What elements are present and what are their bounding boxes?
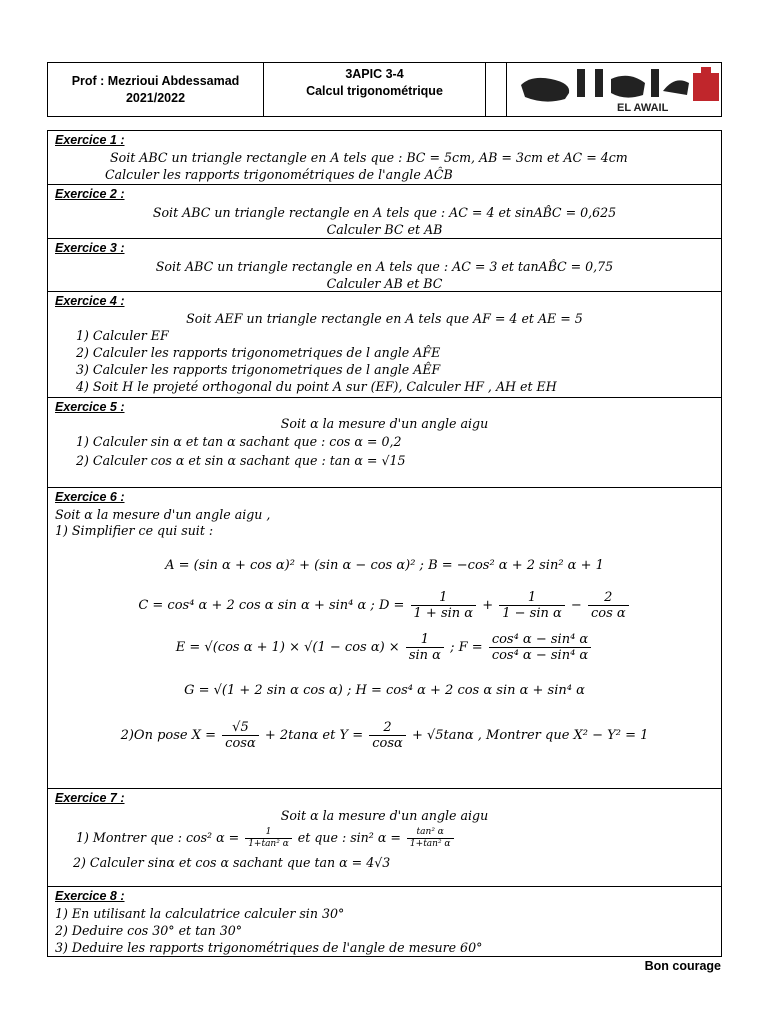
denominator: 1+tan² α [248,839,289,849]
numerator: 2 [369,720,406,736]
exercise-question-2: 2) Calculer sinα et cos α sachant que tan α = 4√3 [73,855,391,870]
expression-G-H: G = √(1 + 2 sin α cos α) ; H = cos⁴ α + 2 cos α sin α + sin⁴ α [184,683,585,698]
exercise-statement: Soit α la mesure d'un angle aigu , [55,507,271,522]
exercise-statement: Soit ABC un triangle rectangle en A tels que : AC = 3 et tanAB̂C = 0,75 [155,259,614,274]
numerator: 1 [406,632,444,648]
exercise-question-1: 1) En utilisant la calculatrice calculer sin 30° [55,906,345,921]
denominator: cos⁴ α − sin⁴ α [491,648,589,663]
numerator: cos⁴ α − sin⁴ α [489,632,591,648]
closing-note: Bon courage [644,959,721,973]
exercise-title: Exercice 6 : [55,490,125,504]
show-cos: 1) Montrer que : cos² α = [76,830,240,845]
expression-X-Y [48,720,721,751]
exercise-6 [48,488,721,789]
exercise-question-2: 2) Calculer les rapports trigonometriques de l angle AF̂E [76,345,441,360]
subject-cell [264,63,486,116]
logo-cell [506,63,721,116]
exercise-title: Exercice 1 : [55,133,125,147]
exercise-question-2: 2) Calculer cos α et sin α sachant que : tan α = √15 [76,453,406,468]
numerator: √5 [222,720,259,736]
el-awail-logo [507,63,725,116]
fraction-3 [588,590,629,621]
logo-text: EL AWAIL [617,102,669,114]
exercise-question-4: 4) Soit H le projeté orthogonal du point A sur (EF), Calculer HF , AH et EH [76,379,557,394]
numerator: 1 [411,590,477,606]
exercise-3 [48,239,721,292]
pose-Y: + 2tanα et Y = [264,728,364,743]
exercise-title: Exercice 7 : [55,791,125,805]
exercise-title: Exercice 5 : [55,400,125,414]
show-sin: et que : sin² α = [297,830,401,845]
exercise-2 [48,185,721,239]
exercise-title: Exercice 4 : [55,294,125,308]
numerator: 1 [245,827,292,839]
exercise-title: Exercice 8 : [55,889,125,903]
exercise-statement: Soit α la mesure d'un angle aigu [280,808,489,823]
expression-C-D: C = cos⁴ α + 2 cos α sin α + sin⁴ α ; D = $\frac{1}{\text{1 + sin α}}$ + $\frac{1}{\text{1 − sin α}}$ − $\frac{2}{\text{cos α}}$ [48,590,721,621]
separator-F: ; F = [450,640,483,655]
exercise-statement: Soit AEF un triangle rectangle en A tels que AF = 4 et AE = 5 [186,311,583,326]
numerator: 2 [588,590,629,606]
denominator: 1 + sin α [413,606,474,621]
exercise-statement: Soit ABC un triangle rectangle en A tels que : AC = 4 et sinAB̂C = 0,625 [152,205,617,220]
numerator: tan² α [407,827,454,839]
subject-title: Calcul trigonométrique [306,83,443,98]
teacher-name: Prof : Mezrioui Abdessamad [71,73,240,88]
denominator: sin α [408,648,441,663]
denominator: cos α [590,606,626,621]
show-identity: + √5tanα , Montrer que X² − Y² = 1 [411,728,649,743]
exercise-question-1: 1) Calculer EF [76,328,169,343]
exercises-table [47,130,722,957]
fraction-2 [499,590,565,621]
header-table [47,62,722,117]
class-code: 3APIC 3-4 [345,66,404,81]
pose-X: 2)On pose X = [120,728,217,743]
school-year: 2021/2022 [125,90,186,105]
fraction-sin [407,827,454,850]
header-gap [486,63,506,116]
denominator: 1 − sin α [502,606,562,621]
denominator: cosα [225,736,256,751]
denominator: 1+tan² α [409,839,451,849]
exercise-5 [48,398,721,488]
exercise-statement: Soit ABC un triangle rectangle en A tels que : BC = 5cm, AB = 3cm et AC = 4cm [110,150,628,165]
exercise-title: Exercice 2 : [55,187,125,201]
exercise-8 [48,887,721,958]
expression-E-F [48,632,721,663]
fraction-cos [245,827,292,850]
fraction-Y [369,720,406,751]
exercise-question-2: 2) Deduire cos 30° et tan 30° [55,923,243,938]
exercise-question: Calculer BC et AB [326,222,443,237]
teacher-cell [48,63,264,116]
exercise-title: Exercice 3 : [55,241,125,255]
exercise-statement: Soit α la mesure d'un angle aigu [280,416,489,431]
expression-E: E = √(cos α + 1) × √(1 − cos α) × [175,640,400,655]
numerator: 1 [499,590,565,606]
exercise-question: Calculer AB et BC [326,276,443,291]
fraction-1 [411,590,477,621]
denominator: cosα [372,736,403,751]
fraction-X [222,720,259,751]
exercise-question-1 [76,827,456,850]
fraction-F [489,632,591,663]
exercise-1 [48,131,721,185]
exercise-question-3: 3) Calculer les rapports trigonometriques de l angle AÊF [76,362,441,377]
expression-C: C = cos⁴ α + 2 cos α sin α + sin⁴ α ; D = [138,598,405,613]
exercise-7 [48,789,721,887]
exercise-4 [48,292,721,398]
exercise-question-1: 1) Calculer sin α et tan α sachant que : cos α = 0,2 [76,434,402,449]
exercise-question-3: 3) Deduire les rapports trigonométriques de l'angle de mesure 60° [55,940,483,955]
expression-A-B: A = (sin α + cos α)² + (sin α − cos α)² ; B = −cos² α + 2 sin² α + 1 [165,558,604,573]
exercise-instruction: 1) Simplifier ce qui suit : [55,523,214,538]
exercise-question: Calculer les rapports trigonométriques de l'angle AĈB [105,167,453,182]
fraction-E [406,632,444,663]
